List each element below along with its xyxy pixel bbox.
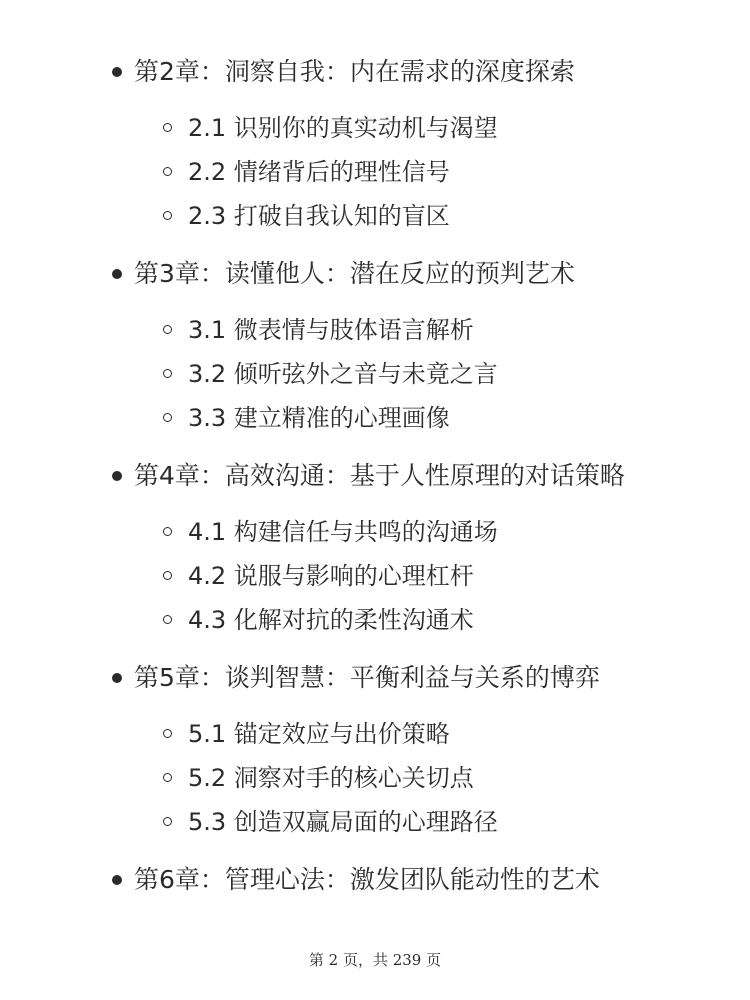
bullet-icon bbox=[112, 875, 122, 885]
toc-section-4-2 bbox=[0, 558, 750, 594]
circle-bullet-icon bbox=[163, 325, 172, 334]
circle-bullet-icon bbox=[163, 773, 172, 782]
bullet-icon bbox=[112, 269, 122, 279]
bullet-icon bbox=[112, 471, 122, 481]
circle-bullet-icon bbox=[163, 817, 172, 826]
toc-section-3-1 bbox=[0, 312, 750, 348]
section-title: 4.3 化解对抗的柔性沟通术 bbox=[188, 606, 474, 634]
circle-bullet-icon bbox=[163, 123, 172, 132]
section-title: 4.1 构建信任与共鸣的沟通场 bbox=[188, 518, 498, 546]
toc-chapter-4 bbox=[0, 456, 750, 496]
section-title: 5.2 洞察对手的核心关切点 bbox=[188, 764, 474, 792]
toc-chapter-3 bbox=[0, 254, 750, 294]
toc-section-3-3 bbox=[0, 400, 750, 436]
bullet-icon bbox=[112, 673, 122, 683]
toc-section-4-3 bbox=[0, 602, 750, 638]
section-title: 3.2 倾听弦外之音与未竟之言 bbox=[188, 360, 498, 388]
toc-chapter-5 bbox=[0, 658, 750, 698]
section-title: 2.1 识别你的真实动机与渴望 bbox=[188, 114, 498, 142]
section-title: 3.1 微表情与肢体语言解析 bbox=[188, 316, 474, 344]
chapter-title: 第6章：管理心法：激发团队能动性的艺术 bbox=[134, 865, 600, 894]
toc-section-2-2 bbox=[0, 154, 750, 190]
toc-section-2-3 bbox=[0, 198, 750, 234]
toc-section-5-1 bbox=[0, 716, 750, 752]
chapter-title: 第2章：洞察自我：内在需求的深度探索 bbox=[134, 57, 575, 86]
circle-bullet-icon bbox=[163, 167, 172, 176]
section-title: 2.2 情绪背后的理性信号 bbox=[188, 158, 450, 186]
section-title: 5.3 创造双赢局面的心理路径 bbox=[188, 808, 498, 836]
chapter-title: 第3章：读懂他人：潜在反应的预判艺术 bbox=[134, 259, 575, 288]
circle-bullet-icon bbox=[163, 369, 172, 378]
section-title: 3.3 建立精准的心理画像 bbox=[188, 404, 450, 432]
bullet-icon bbox=[112, 67, 122, 77]
circle-bullet-icon bbox=[163, 211, 172, 220]
circle-bullet-icon bbox=[163, 615, 172, 624]
section-title: 5.1 锚定效应与出价策略 bbox=[188, 720, 450, 748]
section-title: 4.2 说服与影响的心理杠杆 bbox=[188, 562, 474, 590]
circle-bullet-icon bbox=[163, 527, 172, 536]
toc-chapter-6 bbox=[0, 860, 750, 900]
circle-bullet-icon bbox=[163, 413, 172, 422]
toc-section-4-1 bbox=[0, 514, 750, 550]
circle-bullet-icon bbox=[163, 729, 172, 738]
page-number: 第 2 页，共 239 页 bbox=[308, 951, 442, 969]
chapter-title: 第4章：高效沟通：基于人性原理的对话策略 bbox=[134, 461, 625, 490]
toc-section-2-1 bbox=[0, 110, 750, 146]
toc-section-5-2 bbox=[0, 760, 750, 796]
section-title: 2.3 打破自我认知的盲区 bbox=[188, 202, 450, 230]
circle-bullet-icon bbox=[163, 571, 172, 580]
toc-section-5-3 bbox=[0, 804, 750, 840]
toc-section-3-2 bbox=[0, 356, 750, 392]
chapter-title: 第5章：谈判智慧：平衡利益与关系的博弈 bbox=[134, 663, 600, 692]
toc-chapter-2 bbox=[0, 52, 750, 92]
